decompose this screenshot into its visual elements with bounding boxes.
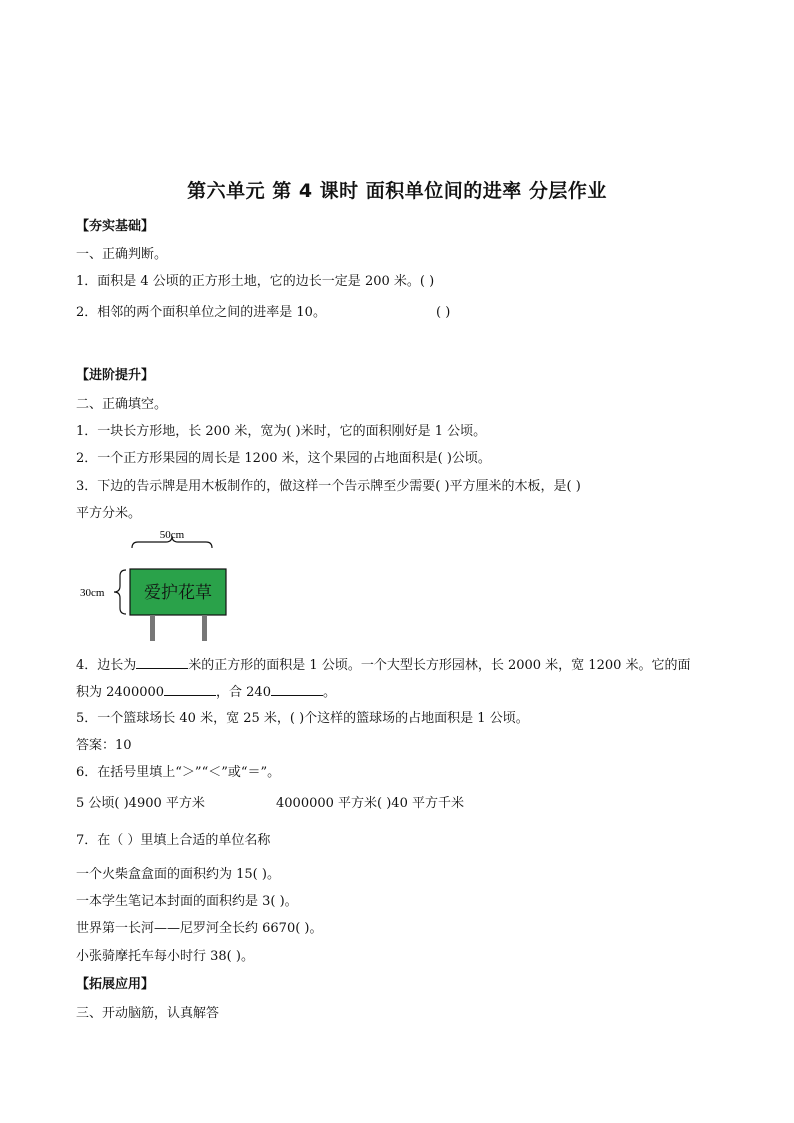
section-advanced: 【进阶提升】 [76,368,155,383]
q4-pre-text: 4．边长为 [76,658,137,673]
part2-q2: 2．一个正方形果园的周长是 1200 米，这个果园的占地面积是( )公顷。 [76,451,491,466]
q6-compare-b: 4000000 平方米( )40 平方千米 [276,796,464,811]
part2-q7b: 一本学生笔记本封面的面积约是 3( )。 [76,894,298,909]
sign-post-right [202,615,207,641]
page-title: 第六单元 第 4 课时 面积单位间的进率 分层作业 [187,180,607,202]
q4-blank-unit2[interactable] [271,683,323,696]
part2-q4-line2 [76,683,336,702]
part2-q7c: 世界第一长河——尼罗河全长约 6670( )。 [76,921,323,936]
section-basic: 【夯实基础】 [76,219,155,234]
part3-heading: 三、开动脑筋，认真解答 [76,1006,220,1021]
part2-q4-line1 [76,656,691,675]
part2-q7d: 小张骑摩托车每小时行 38( )。 [76,949,254,964]
notice-sign-figure [76,530,246,645]
q4-mid-text: ，合 240 [216,685,271,700]
part2-q5: 5．一个篮球场长 40 米，宽 25 米，( )个这样的篮球场的占地面积是 1 公顷。 [76,711,529,726]
q4-blank-unit1[interactable] [164,683,216,696]
part1-q2-text: 2．相邻的两个面积单位之间的进率是 10。 [76,305,326,320]
height-label: 30cm [80,587,105,599]
q4-end-text: 。 [322,685,336,700]
part2-heading: 二、正确填空。 [76,397,168,412]
height-brace [114,570,126,614]
part2-q7a: 一个火柴盒盒面的面积约为 15( )。 [76,867,280,882]
width-label: 50cm [159,530,185,541]
part2-q7: 7．在（ ）里填上合适的单位名称 [76,833,271,848]
sign-text: 爱护花草 [144,583,212,603]
part2-q3-line2: 平方分米。 [76,506,142,521]
q4-post-text: 米的正方形的面积是 1 公顷。一个大型长方形园林，长 2000 米，宽 1200 米。它的面 [188,658,691,673]
q6-compare-a: 5 公顷( )4900 平方米 [76,796,205,811]
part2-answer: 答案：10 [76,738,132,753]
part1-q2 [76,304,451,322]
q4-blank-side[interactable] [136,656,188,669]
part2-q6: 6．在括号里填上“＞”“＜”或“＝”。 [76,765,281,780]
part1-q2-paren: ( ) [436,305,451,320]
sign-post-left [150,615,155,641]
part1-heading: 一、正确判断。 [76,247,168,262]
part1-q1: 1．面积是 4 公顷的正方形土地，它的边长一定是 200 米。( ) [76,274,435,289]
part2-q6-items [76,795,464,813]
part2-q3-line1: 3．下边的告示牌是用木板制作的，做这样一个告示牌至少需要( )平方厘米的木板，是( ) [76,479,581,494]
part2-q1: 1．一块长方形地，长 200 米，宽为( )米时，它的面积刚好是 1 公顷。 [76,424,487,439]
section-extend: 【拓展应用】 [76,977,155,992]
q4-area-text: 积为 2400000 [76,685,165,700]
